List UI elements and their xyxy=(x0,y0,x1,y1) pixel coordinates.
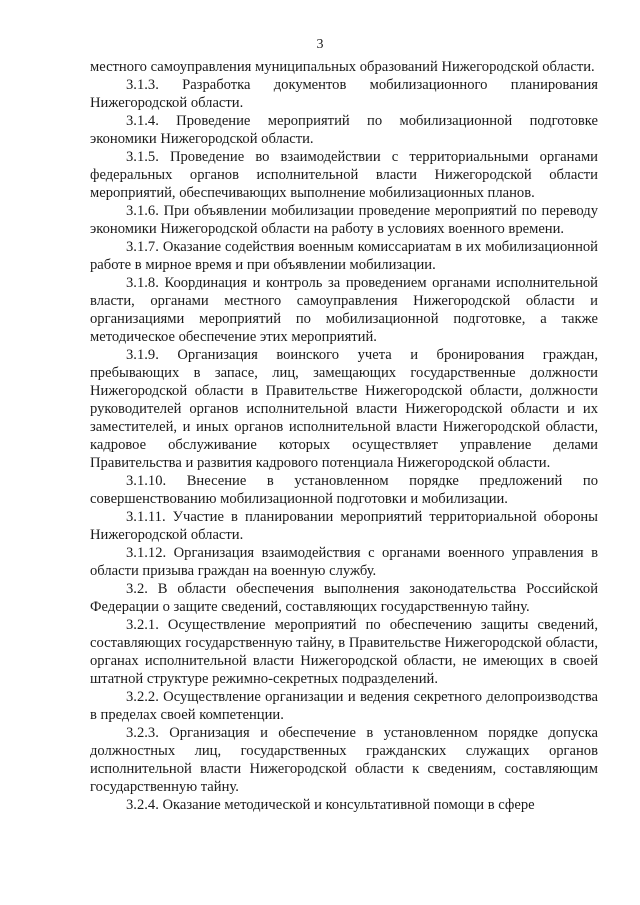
paragraph: 3.1.5. Проведение во взаимодействии с территориальными органами федеральных органов исполнительной власти Нижегородской области мероприятий, обеспечивающих выполнение мобилизационных планов. xyxy=(90,149,598,201)
paragraph: 3.1.8. Координация и контроль за проведением органами исполнительной власти, органами местного самоуправления Нижегородской области и организациями мероприятий по мобилизационной подготовке, а также методическое обеспечение этих мероприятий. xyxy=(90,275,598,345)
paragraph: 3.2. В области обеспечения выполнения законодательства Российской Федерации о защите сведений, составляющих государственную тайну. xyxy=(90,581,598,615)
paragraph: 3.1.4. Проведение мероприятий по мобилизационной подготовке экономики Нижегородской области. xyxy=(90,113,598,147)
paragraph: 3.1.11. Участие в планировании мероприятий территориальной обороны Нижегородской области. xyxy=(90,509,598,543)
paragraph: 3.2.1. Осуществление мероприятий по обеспечению защиты сведений, составляющих государственную тайну, в Правительстве Нижегородской области, органах исполнительной власти Нижегородской области, не имеющих в своей штатной структуре режимно-секретных подразделений. xyxy=(90,617,598,687)
paragraph: местного самоуправления муниципальных образований Нижегородской области. xyxy=(90,59,595,75)
paragraph: 3.1.6. При объявлении мобилизации проведение мероприятий по переводу экономики Нижегородской области на работу в условиях военного времени. xyxy=(90,203,598,237)
paragraph: 3.2.2. Осуществление организации и ведения секретного делопроизводства в пределах своей компетенции. xyxy=(90,689,598,723)
document-body xyxy=(90,58,598,814)
paragraph: 3.1.10. Внесение в установленном порядке предложений по совершенствованию мобилизационной подготовки и мобилизации. xyxy=(90,473,598,507)
paragraph: 3.1.3. Разработка документов мобилизационного планирования Нижегородской области. xyxy=(90,77,598,111)
paragraph: 3.1.9. Организация воинского учета и бронирования граждан, пребывающих в запасе, лиц, замещающих государственные должности Нижегородской области в Правительстве Нижегородской области, должности руководителей органов исполнительной власти Нижегородской области и их заместителей, и иных органов исполнительной власти Нижегородской области, кадровое обслуживание которых осуществляет управление делами Правительства и развития кадрового потенциала Нижегородской области. xyxy=(90,347,598,471)
paragraph: 3.1.12. Организация взаимодействия с органами военного управления в области призыва граждан на военную службу. xyxy=(90,545,598,579)
page-number: 3 xyxy=(316,37,324,52)
paragraph: 3.2.4. Оказание методической и консультативной помощи в сфере xyxy=(126,797,535,813)
paragraph: 3.2.3. Организация и обеспечение в установленном порядке допуска должностных лиц, государственных гражданских служащих органов исполнительной власти Нижегородской области к сведениям, составляющим государственную тайну. xyxy=(90,725,598,795)
paragraph: 3.1.7. Оказание содействия военным комиссариатам в их мобилизационной работе в мирное время и при объявлении мобилизации. xyxy=(90,239,598,273)
